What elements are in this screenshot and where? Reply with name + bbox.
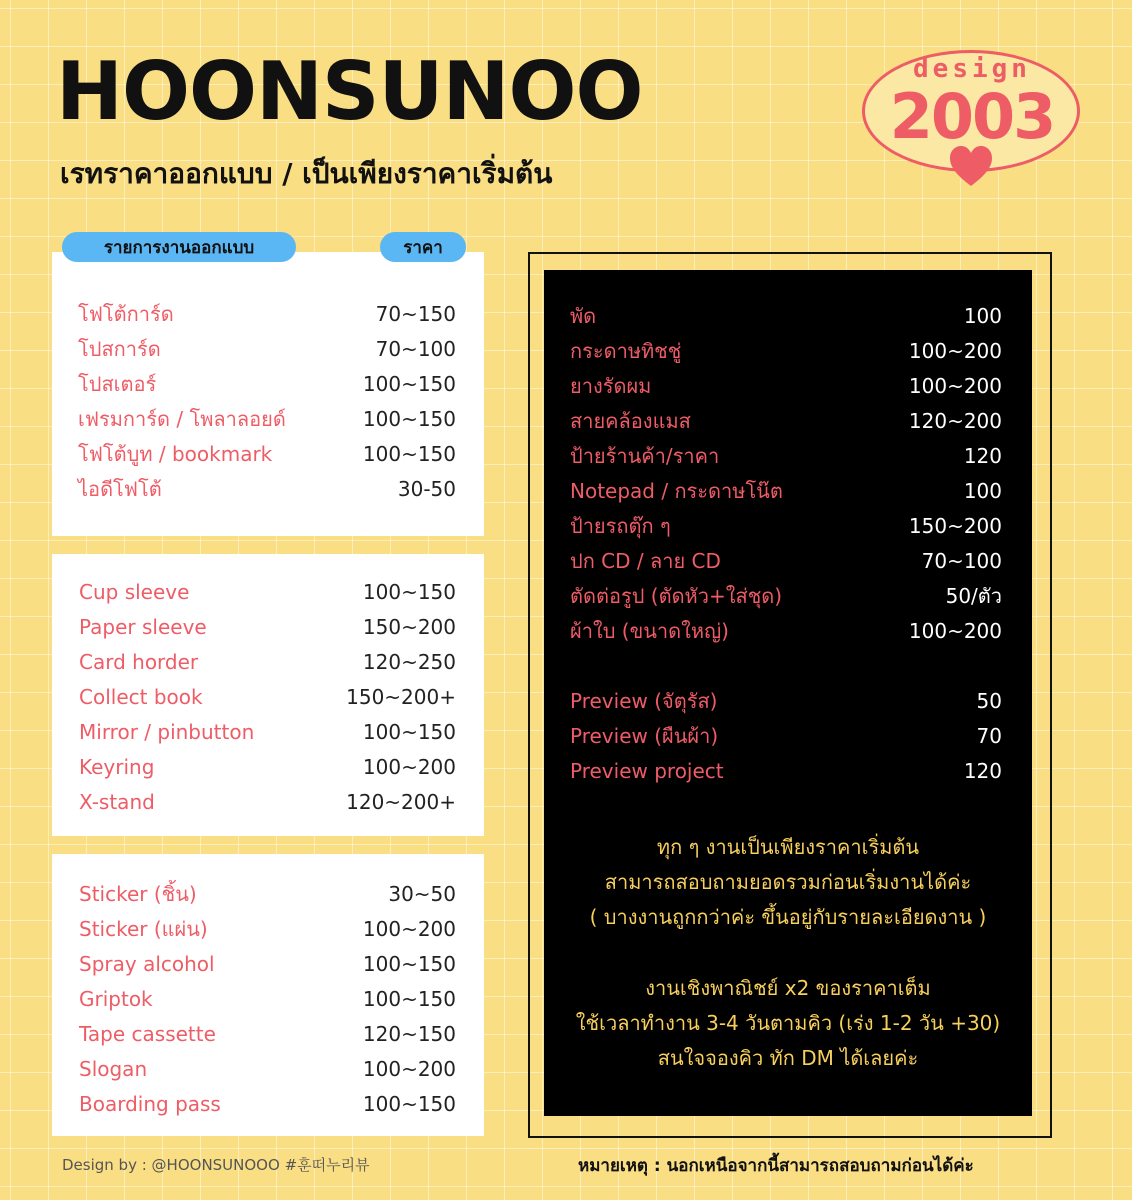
item-price: 100~150 <box>362 986 456 1011</box>
board-note: ( บางงานถูกกว่าค่ะ ขึ้นอยู่กับรายละเอียดงาน ) <box>589 905 987 929</box>
price-row <box>570 333 1002 368</box>
price-card-printed <box>52 252 484 536</box>
item-price: 120 <box>963 443 1002 468</box>
price-row <box>79 749 456 784</box>
item-name: Spray alcohol <box>79 951 215 976</box>
price-row <box>79 911 456 946</box>
board-note: ใช้เวลาทำงาน 3-4 วันตามคิว (เร่ง 1-2 วัน +30) <box>575 1011 1001 1035</box>
item-price: 30-50 <box>397 476 456 501</box>
price-row <box>79 876 456 911</box>
item-name: Cup sleeve <box>79 579 190 604</box>
price-row <box>79 1016 456 1051</box>
item-price: 120~150 <box>362 1021 456 1046</box>
item-price: 100~200 <box>908 338 1002 363</box>
item-name: Sticker (ชิ้น) <box>79 881 197 906</box>
item-price: 100~200 <box>362 1056 456 1081</box>
price-row <box>570 473 1002 508</box>
item-price: 100 <box>963 303 1002 328</box>
design-logo <box>858 44 1086 194</box>
item-name: Card horder <box>79 649 199 674</box>
price-row <box>79 609 456 644</box>
price-card-misc <box>52 854 484 1136</box>
price-row <box>570 753 1002 788</box>
price-row <box>570 298 1002 333</box>
item-price: 70~150 <box>375 301 456 326</box>
item-name: โปสการ์ด <box>78 336 161 361</box>
price-row <box>78 296 456 331</box>
item-name: ไอดีโฟโต้ <box>78 476 162 501</box>
item-price: 50/ตัว <box>945 583 1002 608</box>
price-row <box>79 714 456 749</box>
price-row <box>570 368 1002 403</box>
item-name: ป้ายรถตุ๊ก ๆ <box>570 513 671 538</box>
price-row <box>78 436 456 471</box>
item-price: 100~150 <box>362 406 456 431</box>
item-name: Boarding pass <box>79 1091 221 1116</box>
item-price: 100~150 <box>362 579 456 604</box>
item-name: โฟโต้บูท / bookmark <box>78 441 273 466</box>
price-row <box>570 403 1002 438</box>
price-row <box>78 401 456 436</box>
price-row <box>570 438 1002 473</box>
item-name: Collect book <box>79 684 203 709</box>
item-price: 70 <box>976 723 1002 748</box>
page-title: HOONSUNOO <box>56 45 643 138</box>
item-name: กระดาษทิชชู่ <box>570 338 682 363</box>
price-row <box>79 644 456 679</box>
item-name: Preview (จัตุรัส) <box>570 688 718 713</box>
item-name: ยางรัดผม <box>570 373 652 398</box>
item-price: 100~150 <box>362 951 456 976</box>
item-name: Preview project <box>570 758 724 783</box>
item-price: 120 <box>963 758 1002 783</box>
item-price: 100 <box>963 478 1002 503</box>
item-name: Sticker (แผ่น) <box>79 916 208 941</box>
item-price: 100~200 <box>362 754 456 779</box>
price-row <box>79 981 456 1016</box>
item-price: 70~100 <box>375 336 456 361</box>
item-price: 120~200+ <box>346 789 456 814</box>
logo-year: 2003 <box>889 80 1055 153</box>
item-name: Keyring <box>79 754 155 779</box>
price-row <box>78 366 456 401</box>
logo-word: design <box>913 54 1031 84</box>
item-name: Notepad / กระดาษโน๊ต <box>570 478 783 503</box>
board-note: งานเชิงพาณิชย์ x2 ของราคาเต็ม <box>645 976 931 1000</box>
item-price: 150~200 <box>908 513 1002 538</box>
price-card-merch <box>52 554 484 836</box>
price-row <box>79 946 456 981</box>
item-name: Slogan <box>79 1056 148 1081</box>
item-name: X-stand <box>79 789 155 814</box>
item-price: 150~200+ <box>346 684 456 709</box>
item-name: โฟโต้การ์ด <box>78 301 174 326</box>
page-subtitle: เรทราคาออกแบบ / เป็นเพียงราคาเริ่มต้น <box>60 157 553 190</box>
item-price: 100~150 <box>362 371 456 396</box>
item-name: ปก CD / ลาย CD <box>570 548 721 573</box>
price-row <box>79 784 456 819</box>
item-price: 120~200 <box>908 408 1002 433</box>
item-name: Tape cassette <box>79 1021 216 1046</box>
item-price: 120~250 <box>362 649 456 674</box>
price-row <box>570 543 1002 578</box>
board-note: สามารถสอบถามยอดรวมก่อนเริ่มงานได้ค่ะ <box>604 870 972 894</box>
item-price: 100~150 <box>362 719 456 744</box>
design-credit: Design by : @HOONSUNOOO #훈떠누리뷰 <box>62 1156 370 1174</box>
item-price: 50 <box>976 688 1002 713</box>
price-row <box>78 331 456 366</box>
price-row <box>79 1051 456 1086</box>
item-name: ผ้าใบ (ขนาดใหญ่) <box>570 618 729 643</box>
item-price: 150~200 <box>362 614 456 639</box>
price-row <box>570 683 1002 718</box>
item-price: 100~200 <box>908 618 1002 643</box>
price-row <box>570 578 1002 613</box>
price-row <box>78 471 456 506</box>
item-price: 100~150 <box>362 441 456 466</box>
price-row <box>79 1086 456 1121</box>
item-name: ตัดต่อรูป (ตัดหัว+ใส่ชุด) <box>570 583 783 608</box>
item-name: Preview (ผืนผ้า) <box>570 723 719 748</box>
item-name: เฟรมการ์ด / โพลาลอยด์ <box>78 406 286 431</box>
item-price: 70~100 <box>921 548 1002 573</box>
item-name: Paper sleeve <box>79 614 207 639</box>
item-name: Griptok <box>79 986 153 1011</box>
item-price: 30~50 <box>388 881 456 906</box>
price-row <box>570 613 1002 648</box>
price-row <box>79 679 456 714</box>
price-row <box>79 574 456 609</box>
board-note: สนใจจองคิว ทัก DM ได้เลยค่ะ <box>657 1046 919 1070</box>
footer-remark: หมายเหตุ : นอกเหนือจากนี้สามารถสอบถามก่อนได้ค่ะ <box>578 1156 974 1176</box>
price-row <box>570 718 1002 753</box>
item-price: 100~200 <box>908 373 1002 398</box>
board-note: ทุก ๆ งานเป็นเพียงราคาเริ่มต้น <box>656 835 920 859</box>
price-header-pill: ราคา <box>380 232 466 262</box>
price-row <box>570 508 1002 543</box>
item-name: โปสเตอร์ <box>78 371 157 396</box>
item-name: Mirror / pinbutton <box>79 719 255 744</box>
item-name: ป้ายร้านค้า/ราคา <box>570 443 720 468</box>
item-price: 100~150 <box>362 1091 456 1116</box>
heart-icon <box>948 144 994 188</box>
item-name: สายคล้องแมส <box>570 408 691 433</box>
price-board <box>544 270 1032 1116</box>
item-name: พัด <box>570 303 597 328</box>
items-header-pill: รายการงานออกแบบ <box>62 232 296 262</box>
item-price: 100~200 <box>362 916 456 941</box>
